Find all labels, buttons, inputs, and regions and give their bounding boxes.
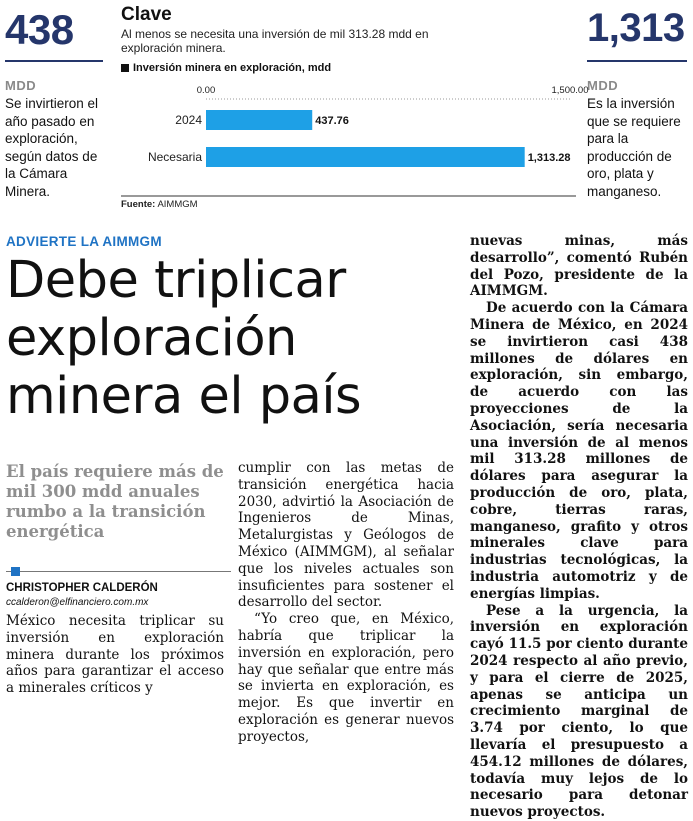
left-stat-number: 438	[5, 6, 74, 53]
bar-value-label: 1,313.28	[527, 152, 571, 164]
left-stat-unit: MDD	[5, 78, 37, 93]
x-tick-label: 1,500.00	[551, 85, 589, 96]
column-3-paragraph-2: De acuerdo con la Cámara Minera de México, en 2024 se invirtieron casi 438 millones de dólares en exploración, sin embargo, de acuerdo con las proyecciones de la Asociación, sería necesaria una inversión de al menos mil 313.28 millones de dólares para asegurar la producción de oro, plata, cobre, tierras raras, manganeso, grafito y otros minerales clave para industrias tecnológicas, la industria automotriz y de energías limpias.	[470, 300, 688, 602]
bar-chart	[121, 84, 589, 200]
author-email[interactable]: ccalderon@elfinanciero.com.mx	[6, 597, 149, 608]
chart-source	[121, 199, 198, 210]
category-label: 2024	[175, 113, 202, 127]
chart-legend	[121, 62, 331, 74]
article-kicker: ADVIERTE LA AIMMGM	[6, 234, 162, 249]
column-2-paragraph-1: cumplir con las metas de transición energética hacia 2030, advirtió la Asociación de Ingenieros de Minas, Metalurgistas y Geólogos de México (AIMMGM), al señalar que los niveles actuales son insuficientes para sostener el desarrollo del sector.	[238, 460, 454, 611]
source-value: AIMMGM	[157, 199, 198, 210]
x-tick-label: 0.00	[196, 85, 216, 96]
article-column-3	[470, 233, 688, 821]
column-1-paragraph: México necesita triplicar su inversión en exploración minera durante los próximos años para garantizar el acceso a minerales críticos y	[6, 613, 224, 697]
legend-label: Inversión minera en exploración, mdd	[133, 62, 332, 74]
bar	[206, 110, 312, 130]
legend-square-icon	[121, 64, 129, 72]
article-column-2	[238, 460, 454, 746]
right-stat-description: Es la inversión que se requiere para la producción de oro, plata y manganeso.	[587, 96, 681, 199]
bar-value-label: 437.76	[315, 115, 349, 127]
left-stat-description: Se invirtieron el año pasado en exploración, según datos de la Cámara Minera.	[5, 96, 99, 199]
byline-marker-icon	[11, 567, 20, 576]
right-stat-number: 1,313	[587, 6, 685, 50]
category-label: Necesaria	[147, 150, 202, 164]
bar	[206, 147, 525, 167]
chart-title: Clave	[121, 4, 172, 25]
left-stat-rule	[5, 60, 103, 62]
column-3-paragraph-3: Pese a la urgencia, la inversión en exploración cayó 11.5 por ciento durante 2024 respecto al año previo, y para el cierre de 2025, apenas se anticipa un crecimiento marginal de 3.74 por ciento, lo que llevaría el presupuesto a 454.12 millones de dólares, todavía muy lejos de lo necesario para detonar nuevos proyectos.	[470, 602, 688, 821]
right-stat-rule	[587, 60, 687, 62]
source-label: Fuente:	[121, 199, 156, 210]
article-headline: Debe triplicar exploración minera el país	[6, 251, 362, 426]
column-2-paragraph-2: “Yo creo que, en México, habría que triplicar la inversión en exploración, pero hay que señalar que entre más se invierta en exploración, es mejor. Es que invertir en exploración es generar nuevos proyectos,	[238, 611, 454, 745]
byline-divider	[6, 571, 231, 572]
chart-subtitle: Al menos se necesita una inversión de mil 313.28 mdd en exploración minera.	[121, 27, 429, 55]
article-deck: El país requiere más de mil 300 mdd anuales rumbo a la transición energética	[6, 462, 224, 541]
author-byline: CHRISTOPHER CALDERÓN	[6, 582, 158, 594]
column-3-paragraph-1: nuevas minas, más desarrollo”, comentó Rubén del Pozo, presidente de la AIMMGM.	[470, 233, 688, 300]
right-stat-unit: MDD	[587, 78, 619, 93]
article-column-1	[6, 613, 224, 697]
